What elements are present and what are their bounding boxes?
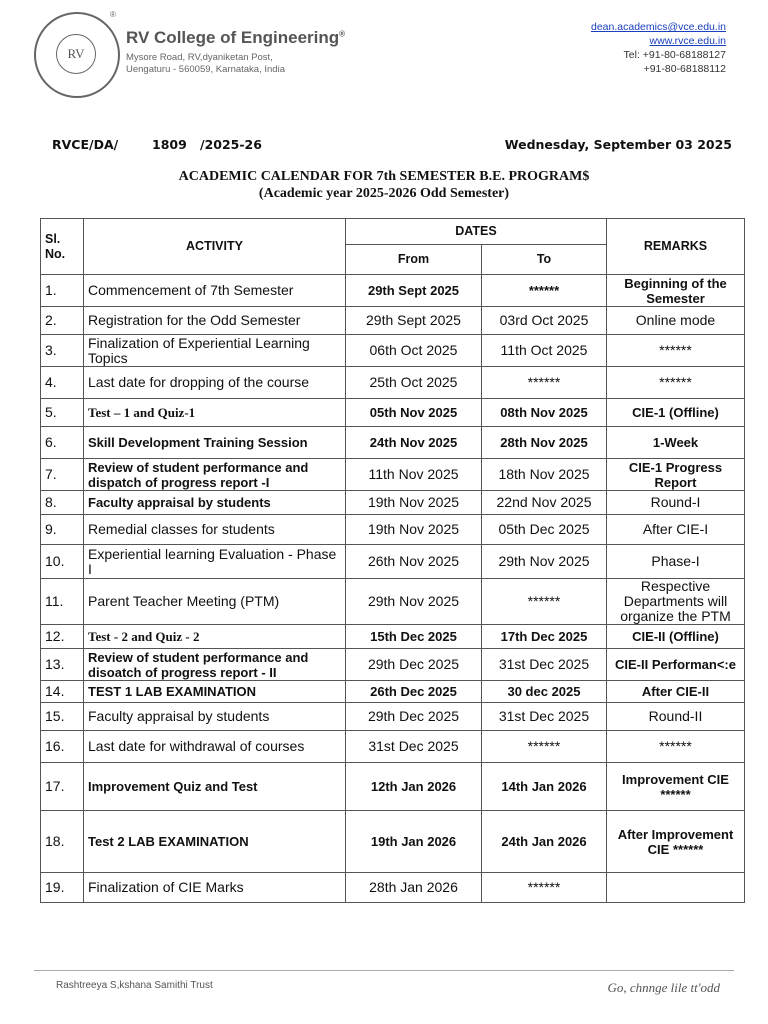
cell-to-date: 22nd Nov 2025 bbox=[482, 491, 607, 515]
table-row bbox=[41, 649, 745, 681]
seal-reg-mark: ® bbox=[110, 10, 116, 19]
cell-to-date: 08th Nov 2025 bbox=[482, 399, 607, 427]
header-from: From bbox=[346, 245, 482, 275]
academic-calendar-table bbox=[40, 218, 745, 903]
cell-remarks: Phase-I bbox=[607, 545, 745, 579]
table-row bbox=[41, 515, 745, 545]
address-line-2: Uengaturu - 560059, Karnataka, India bbox=[126, 64, 285, 75]
header-remarks: REMARKS bbox=[607, 219, 745, 275]
cell-sl-no: 15. bbox=[41, 703, 84, 731]
college-name: RV College of Engineering® bbox=[126, 28, 346, 47]
seal-emblem: RV bbox=[56, 34, 96, 74]
header-dates: DATES bbox=[346, 219, 607, 245]
cell-sl-no: 2. bbox=[41, 307, 84, 335]
cell-activity: Commencement of 7th Semester bbox=[84, 275, 346, 307]
cell-remarks: Respective Departments will organize the PTM bbox=[607, 579, 745, 625]
cell-to-date: 29th Nov 2025 bbox=[482, 545, 607, 579]
cell-sl-no: 16. bbox=[41, 731, 84, 763]
cell-from-date: 28th Jan 2026 bbox=[346, 873, 482, 903]
document-date: Wednesday, September 03 2025 bbox=[504, 137, 732, 152]
cell-from-date: 19th Nov 2025 bbox=[346, 515, 482, 545]
ref-prefix: RVCE/DA/ bbox=[52, 137, 119, 152]
cell-activity: Finalization of Experiential Learning Topics bbox=[84, 335, 346, 367]
table-row bbox=[41, 459, 745, 491]
cell-remarks: Beginning of the Semester bbox=[607, 275, 745, 307]
table-row bbox=[41, 335, 745, 367]
cell-from-date: 26th Nov 2025 bbox=[346, 545, 482, 579]
cell-remarks: After CIE-II bbox=[607, 681, 745, 703]
footer-motto: Go, chnnge lile tt'odd bbox=[607, 980, 720, 995]
cell-remarks: 1-Week bbox=[607, 427, 745, 459]
cell-sl-no: 9. bbox=[41, 515, 84, 545]
cell-activity: Review of student performance and disoatch of progress report - II bbox=[84, 649, 346, 681]
calendar-title: ACADEMIC CALENDAR FOR 7th SEMESTER B.E. PROGRAM$ bbox=[178, 169, 590, 184]
table-row bbox=[41, 811, 745, 873]
cell-sl-no: 5. bbox=[41, 399, 84, 427]
table-row bbox=[41, 873, 745, 903]
cell-from-date: 29th Dec 2025 bbox=[346, 649, 482, 681]
cell-to-date: ****** bbox=[482, 579, 607, 625]
table-row bbox=[41, 625, 745, 649]
header-activity: ACTIVITY bbox=[84, 219, 346, 275]
cell-sl-no: 18. bbox=[41, 811, 84, 873]
cell-remarks bbox=[607, 873, 745, 903]
cell-activity: Last date for dropping of the course bbox=[84, 367, 346, 399]
ref-year: /2025-26 bbox=[200, 137, 262, 152]
cell-activity: Test - 2 and Quiz - 2 bbox=[84, 625, 346, 649]
cell-sl-no: 6. bbox=[41, 427, 84, 459]
cell-sl-no: 8. bbox=[41, 491, 84, 515]
cell-activity: Skill Development Training Session bbox=[84, 427, 346, 459]
table-row bbox=[41, 307, 745, 335]
cell-to-date: 24th Jan 2026 bbox=[482, 811, 607, 873]
cell-from-date: 29th Sept 2025 bbox=[346, 275, 482, 307]
cell-sl-no: 14. bbox=[41, 681, 84, 703]
cell-remarks: ****** bbox=[607, 731, 745, 763]
table-row bbox=[41, 367, 745, 399]
cell-sl-no: 3. bbox=[41, 335, 84, 367]
cell-sl-no: 11. bbox=[41, 579, 84, 625]
cell-to-date: 28th Nov 2025 bbox=[482, 427, 607, 459]
cell-remarks: CIE-II (Offline) bbox=[607, 625, 745, 649]
cell-activity: Improvement Quiz and Test bbox=[84, 763, 346, 811]
cell-to-date: 05th Dec 2025 bbox=[482, 515, 607, 545]
cell-sl-no: 19. bbox=[41, 873, 84, 903]
cell-from-date: 29th Dec 2025 bbox=[346, 703, 482, 731]
cell-from-date: 19th Nov 2025 bbox=[346, 491, 482, 515]
cell-remarks: ****** bbox=[607, 335, 745, 367]
cell-sl-no: 4. bbox=[41, 367, 84, 399]
cell-to-date: 03rd Oct 2025 bbox=[482, 307, 607, 335]
header-to: To bbox=[482, 245, 607, 275]
cell-activity: Registration for the Odd Semester bbox=[84, 307, 346, 335]
cell-sl-no: 10. bbox=[41, 545, 84, 579]
cell-remarks: Online mode bbox=[607, 307, 745, 335]
calendar-subtitle: (Academic year 2025-2026 Odd Semester) bbox=[258, 186, 510, 201]
cell-from-date: 06th Oct 2025 bbox=[346, 335, 482, 367]
cell-activity: Parent Teacher Meeting (PTM) bbox=[84, 579, 346, 625]
ref-number: 1809 bbox=[152, 137, 187, 152]
cell-to-date: 14th Jan 2026 bbox=[482, 763, 607, 811]
cell-from-date: 29th Sept 2025 bbox=[346, 307, 482, 335]
cell-to-date: ****** bbox=[482, 873, 607, 903]
cell-from-date: 31st Dec 2025 bbox=[346, 731, 482, 763]
table-row bbox=[41, 275, 745, 307]
cell-sl-no: 1. bbox=[41, 275, 84, 307]
telephone-1: Tel: +91-80-68188127 bbox=[623, 49, 726, 61]
cell-activity: Experiential learning Evaluation - Phase I bbox=[84, 545, 346, 579]
address-line-1: Mysore Road, RV,dyaniketan Post, bbox=[126, 52, 273, 63]
cell-to-date: ****** bbox=[482, 367, 607, 399]
table-row bbox=[41, 579, 745, 625]
cell-remarks: Improvement CIE ****** bbox=[607, 763, 745, 811]
cell-activity: Finalization of CIE Marks bbox=[84, 873, 346, 903]
cell-activity: Review of student performance and dispatch of progress report -I bbox=[84, 459, 346, 491]
cell-remarks: Round-I bbox=[607, 491, 745, 515]
cell-to-date: 31st Dec 2025 bbox=[482, 703, 607, 731]
table-row bbox=[41, 703, 745, 731]
cell-sl-no: 7. bbox=[41, 459, 84, 491]
cell-to-date: 11th Oct 2025 bbox=[482, 335, 607, 367]
cell-remarks: ****** bbox=[607, 367, 745, 399]
email-link[interactable]: dean.academics@vce.edu.in bbox=[591, 21, 726, 33]
website-link[interactable]: www.rvce.edu.in bbox=[649, 35, 726, 47]
cell-from-date: 24th Nov 2025 bbox=[346, 427, 482, 459]
cell-to-date: 31st Dec 2025 bbox=[482, 649, 607, 681]
table-row bbox=[41, 681, 745, 703]
cell-sl-no: 13. bbox=[41, 649, 84, 681]
cell-remarks: CIE-1 Progress Report bbox=[607, 459, 745, 491]
footer-divider bbox=[34, 970, 734, 971]
cell-from-date: 29th Nov 2025 bbox=[346, 579, 482, 625]
cell-to-date: ****** bbox=[482, 731, 607, 763]
cell-from-date: 11th Nov 2025 bbox=[346, 459, 482, 491]
cell-to-date: ****** bbox=[482, 275, 607, 307]
cell-activity: Faculty appraisal by students bbox=[84, 703, 346, 731]
cell-sl-no: 12. bbox=[41, 625, 84, 649]
table-row bbox=[41, 491, 745, 515]
table-row bbox=[41, 427, 745, 459]
header-sl-no: Sl. No. bbox=[41, 219, 84, 275]
cell-from-date: 19th Jan 2026 bbox=[346, 811, 482, 873]
cell-from-date: 15th Dec 2025 bbox=[346, 625, 482, 649]
cell-activity: Test – 1 and Quiz-1 bbox=[84, 399, 346, 427]
cell-activity: Last date for withdrawal of courses bbox=[84, 731, 346, 763]
cell-to-date: 30 dec 2025 bbox=[482, 681, 607, 703]
telephone-2: +91-80-68188112 bbox=[643, 63, 726, 75]
cell-to-date: 18th Nov 2025 bbox=[482, 459, 607, 491]
table-row bbox=[41, 763, 745, 811]
table-row bbox=[41, 731, 745, 763]
cell-remarks: After Improvement CIE ****** bbox=[607, 811, 745, 873]
cell-remarks: Round-II bbox=[607, 703, 745, 731]
cell-activity: TEST 1 LAB EXAMINATION bbox=[84, 681, 346, 703]
table-row bbox=[41, 545, 745, 579]
cell-to-date: 17th Dec 2025 bbox=[482, 625, 607, 649]
cell-activity: Remedial classes for students bbox=[84, 515, 346, 545]
cell-remarks: CIE-1 (Offline) bbox=[607, 399, 745, 427]
cell-from-date: 05th Nov 2025 bbox=[346, 399, 482, 427]
cell-from-date: 26th Dec 2025 bbox=[346, 681, 482, 703]
footer-trust-name: Rashtreeya S,kshana Samithi Trust bbox=[56, 980, 213, 991]
cell-activity: Faculty appraisal by students bbox=[84, 491, 346, 515]
cell-from-date: 25th Oct 2025 bbox=[346, 367, 482, 399]
cell-activity: Test 2 LAB EXAMINATION bbox=[84, 811, 346, 873]
cell-remarks: After CIE-I bbox=[607, 515, 745, 545]
table-row bbox=[41, 399, 745, 427]
cell-sl-no: 17. bbox=[41, 763, 84, 811]
cell-from-date: 12th Jan 2026 bbox=[346, 763, 482, 811]
cell-remarks: CIE-II Performan<:e bbox=[607, 649, 745, 681]
